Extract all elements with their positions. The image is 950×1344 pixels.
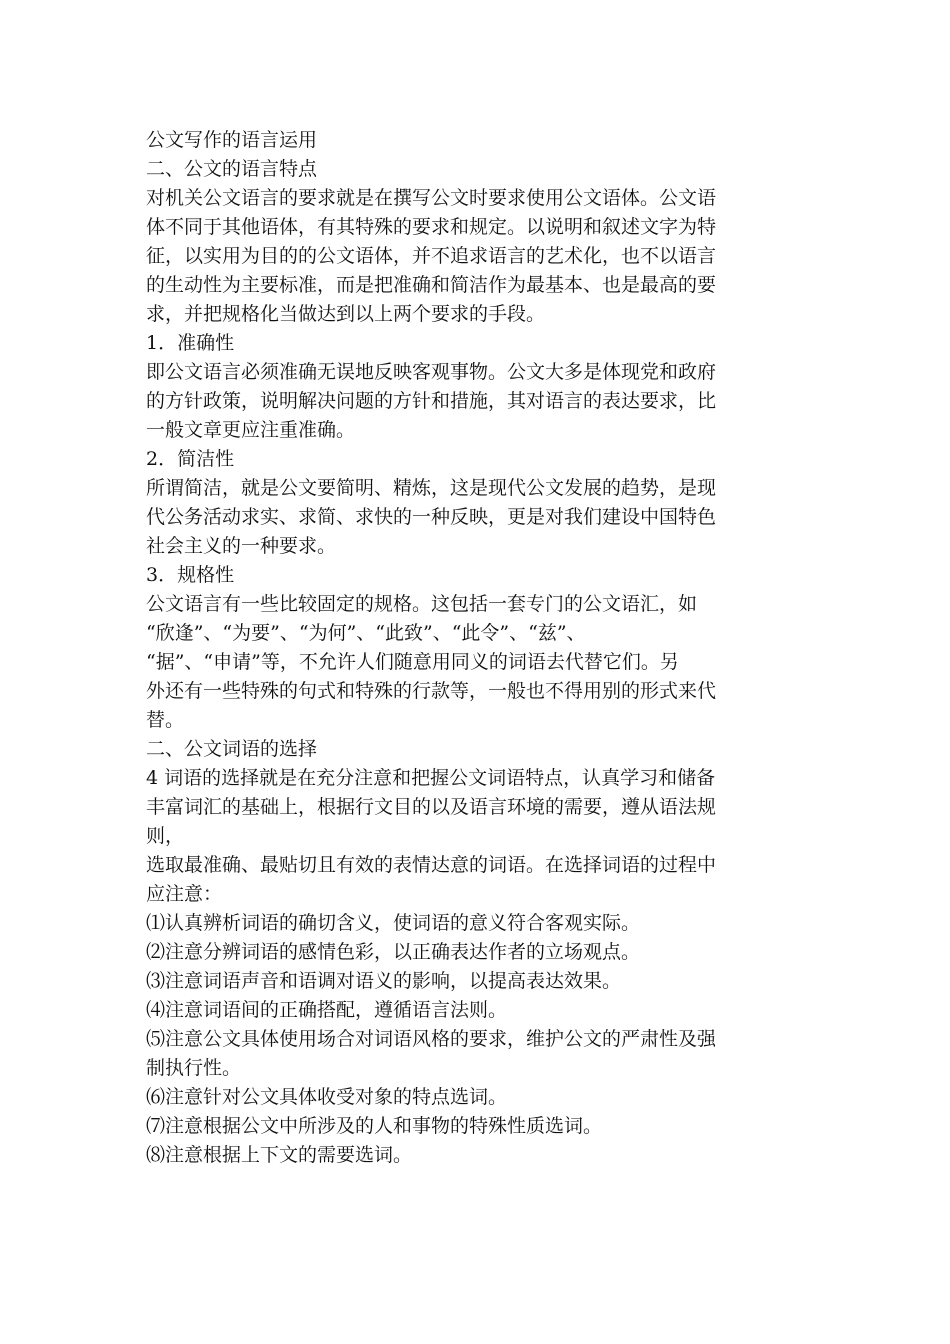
paragraph-line: 对机关公文语言的要求就是在撰写公文时要求使用公文语体。公文语 bbox=[146, 187, 717, 209]
subsection-heading: 1．准确性 bbox=[146, 332, 235, 354]
document-body bbox=[146, 126, 806, 1170]
paragraph-line: 应注意： bbox=[146, 883, 223, 905]
paragraph-line: 外还有一些特殊的句式和特殊的行款等，一般也不得用别的形式来代 bbox=[146, 680, 717, 702]
paragraph-line: 丰富词汇的基础上，根据行文目的以及语言环境的需要，遵从语法规 bbox=[146, 796, 717, 818]
paragraph-line: 征，以实用为目的的公文语体，并不追求语言的艺术化，也不以语言 bbox=[146, 245, 717, 267]
list-item: ⑶注意词语声音和语调对语义的影响，以提高表达效果。 bbox=[146, 970, 622, 992]
list-item: ⑻注意根据上下文的需要选词。 bbox=[146, 1144, 413, 1166]
subsection-heading: 2．简洁性 bbox=[146, 448, 235, 470]
paragraph-line: 选取最准确、最贴切且有效的表情达意的词语。在选择词语的过程中 bbox=[146, 854, 717, 876]
section-heading: 二、公文词语的选择 bbox=[146, 738, 318, 760]
list-item: ⑴认真辨析词语的确切含义，使词语的意义符合客观实际。 bbox=[146, 912, 641, 934]
paragraph-line: 4 词语的选择就是在充分注意和把握公文词语特点，认真学习和储备 bbox=[146, 767, 716, 789]
list-item: ⑵注意分辨词语的感情色彩，以正确表达作者的立场观点。 bbox=[146, 941, 641, 963]
subsection-heading: 3．规格性 bbox=[146, 564, 235, 586]
paragraph-line: 替。 bbox=[146, 709, 185, 731]
paragraph-line: 公文语言有一些比较固定的规格。这包括一套专门的公文语汇，如 bbox=[146, 593, 698, 615]
paragraph-line: 即公文语言必须准确无误地反映客观事物。公文大多是体现党和政府 bbox=[146, 361, 717, 383]
paragraph-line: “欣逢”、“为要”、“为何”、“此致”、“此令”、“兹”、 bbox=[146, 622, 586, 644]
list-item: ⑺注意根据公文中所涉及的人和事物的特殊性质选词。 bbox=[146, 1115, 603, 1137]
paragraph-line: 的方针政策，说明解决问题的方针和措施，其对语言的表达要求，比 bbox=[146, 390, 717, 412]
list-item: ⑷注意词语间的正确搭配，遵循语言法则。 bbox=[146, 999, 508, 1021]
paragraph-line: 则， bbox=[146, 825, 185, 847]
list-item: ⑸注意公文具体使用场合对词语风格的要求，维护公文的严肃性及强 bbox=[146, 1028, 717, 1050]
list-item: 制执行性。 bbox=[146, 1057, 242, 1079]
paragraph-line: 所谓简洁，就是公文要简明、精炼，这是现代公文发展的趋势，是现 bbox=[146, 477, 717, 499]
paragraph-line: 求，并把规格化当做达到以上两个要求的手段。 bbox=[146, 303, 546, 325]
paragraph-line: 一般文章更应注重准确。 bbox=[146, 419, 356, 441]
section-heading: 二、公文的语言特点 bbox=[146, 158, 318, 180]
list-item: ⑹注意针对公文具体收受对象的特点选词。 bbox=[146, 1086, 508, 1108]
paragraph-line: 社会主义的一种要求。 bbox=[146, 535, 337, 557]
paragraph-line: 的生动性为主要标准，而是把准确和简洁作为最基本、也是最高的要 bbox=[146, 274, 717, 296]
document-title: 公文写作的语言运用 bbox=[146, 129, 318, 151]
paragraph-line: 体不同于其他语体，有其特殊的要求和规定。以说明和叙述文字为特 bbox=[146, 216, 717, 238]
paragraph-line: 代公务活动求实、求简、求快的一种反映，更是对我们建设中国特色 bbox=[146, 506, 717, 528]
paragraph-line: “据”、“申请”等，不允许人们随意用同义的词语去代替它们。另 bbox=[146, 651, 679, 673]
